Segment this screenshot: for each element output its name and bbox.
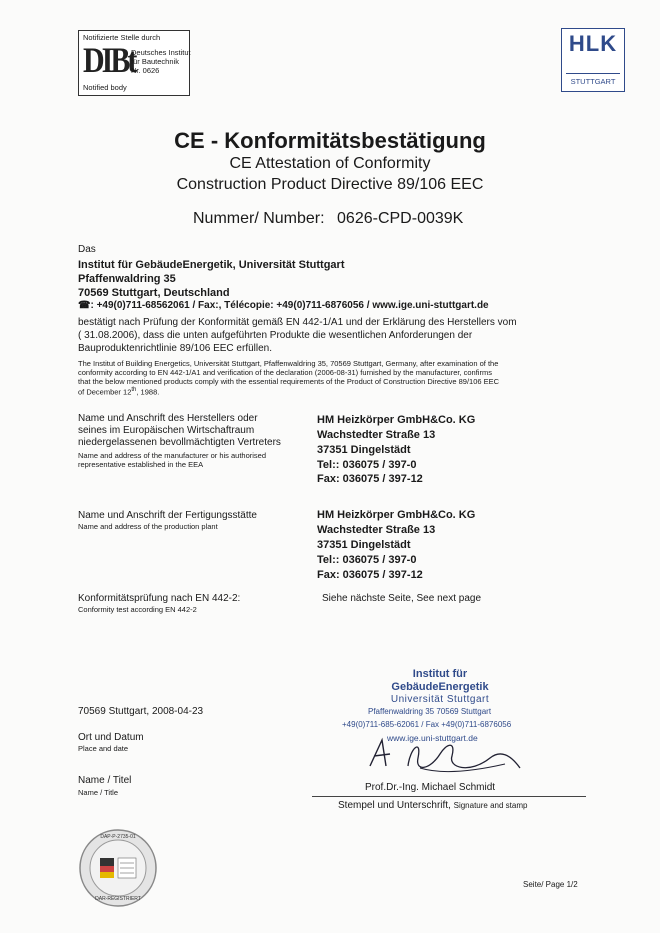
test-label-de: Konformitätsprüfung nach EN 442-2: — [78, 593, 241, 604]
signature-caption — [338, 800, 527, 812]
page-number: Seite/ Page 1/2 — [523, 880, 578, 889]
seal-bottom-text: DAR-REGISTRIERT — [95, 896, 141, 902]
plant-name: HM Heizkörper GmbH&Co. KG — [317, 509, 476, 521]
stamp-line-2: GebäudeEnergetik — [391, 681, 489, 693]
intro-text: Das — [78, 244, 96, 255]
plant-label-en: Name and address of the production plant — [78, 522, 218, 531]
institute-street: Pfaffenwaldring 35 — [78, 273, 176, 285]
test-value-en: See next page — [416, 593, 482, 604]
manufacturer-street: Wachstedter Straße 13 — [317, 429, 436, 441]
institute-contact-row — [78, 300, 489, 311]
signature-line — [312, 796, 586, 797]
plant-fax: Fax: 036075 / 397-12 — [317, 569, 423, 581]
institute-name: Institut für GebäudeEnergetik, Universität Stuttgart — [78, 259, 345, 271]
plant-tel: Tel:: 036075 / 397-0 — [317, 554, 417, 566]
certificate-number-label: Nummer/ Number: — [193, 210, 325, 227]
stamp-line-5: +49(0)711-685-62061 / Fax +49(0)711-6876056 — [342, 720, 512, 729]
test-value-de: Siehe nächste Seite, — [322, 593, 414, 604]
stamp-line-6: www.ige.uni-stuttgart.de — [387, 733, 478, 743]
place-date-value: 70569 Stuttgart, 2008-04-23 — [78, 706, 204, 717]
statement-de-2: ( 31.08.2006), dass die unten aufgeführten Produkte die wesentlichen Anforderungen der — [78, 330, 473, 341]
document-title: CE - Konformitätsbestätigung — [174, 128, 486, 153]
plant-street: Wachstedter Straße 13 — [317, 524, 436, 536]
notified-body-line3: für Bautechnik — [131, 57, 179, 66]
seal-top-text: DAP-P-2735-01 — [100, 834, 136, 840]
statement-de-3: Bauproduktenrichtlinie 89/106 EEC erfüllen. — [78, 343, 273, 354]
notified-body-number: Nr. 0626 — [131, 66, 160, 75]
place-date-label-de: Ort und Datum — [78, 732, 144, 743]
plant-city: 37351 Dingelstädt — [317, 539, 411, 551]
test-value — [322, 593, 481, 605]
statement-en-2: conformity according to EN 442-1/A1 and verification of the declaration (2006-08-31) furnished by the manufacturer, confirms — [78, 368, 492, 377]
manufacturer-fax: Fax: 036075 / 397-12 — [317, 473, 423, 485]
statement-en-3: that the below mentioned products comply with the essential requirements of the Product of Construction Directive 89/106 EEC — [78, 377, 500, 386]
certificate-number-value: 0626-CPD-0039K — [337, 210, 464, 227]
stamp-line-3: Universität Stuttgart — [390, 694, 490, 705]
dibt-logo: DIBt — [83, 40, 135, 81]
hlk-logo — [561, 28, 625, 92]
document-subtitle-1: CE Attestation of Conformity — [229, 155, 431, 172]
signature-caption-de: Stempel und Unterschrift, — [338, 800, 451, 811]
certificate-number — [193, 210, 463, 228]
manufacturer-label-de-2: seines im Europäischen Wirtschaftraum — [78, 425, 255, 436]
signer-name: Prof.Dr.-Ing. Michael Schmidt — [365, 782, 496, 793]
institute-contact: +49(0)711-68562061 / Fax:, Télécopie: +49(0)711-6876056 / www.ige.uni-stuttgart.de — [96, 300, 489, 311]
name-title-label-de: Name / Titel — [78, 775, 132, 786]
stamp-line-4: Pfaffenwaldring 35 70569 Stuttgart — [368, 707, 492, 716]
notified-body-line5: Notified body — [83, 83, 127, 92]
notified-body-box — [78, 30, 190, 96]
statement-en-1: The Institut of Building Energetics, Universität Stuttgart, Pfaffenwaldring 35, 70569 Stuttgart, Germany, after examination of the — [78, 359, 499, 368]
stamp-line-1: Institut für — [412, 668, 468, 680]
statement-en-4-sup: th — [131, 387, 137, 393]
manufacturer-label-en-1: Name and address of the manufacturer or his authorised — [78, 451, 267, 460]
statement-en-4 — [78, 386, 159, 397]
document-subtitle-2: Construction Product Directive 89/106 EEC — [176, 176, 484, 193]
statement-en-4-date: of December 12 — [78, 387, 132, 397]
notified-body-line1: Notifizierte Stelle durch — [83, 33, 161, 42]
institute-city: 70569 Stuttgart, Deutschland — [78, 287, 230, 299]
manufacturer-tel: Tel:: 036075 / 397-0 — [317, 459, 417, 471]
plant-label-de: Name und Anschrift der Fertigungsstätte — [78, 510, 257, 521]
place-date-label-en: Place and date — [78, 744, 129, 753]
handwritten-signature — [360, 728, 530, 778]
name-title-label-en: Name / Title — [78, 788, 119, 797]
statement-en-4-year: , 1988. — [136, 387, 160, 397]
manufacturer-label-de-3: niedergelassenen bevollmächtigten Vertreters — [78, 437, 281, 448]
manufacturer-city: 37351 Dingelstädt — [317, 444, 411, 456]
manufacturer-label-de-1: Name und Anschrift des Herstellers oder — [78, 413, 258, 424]
manufacturer-label-en-2: representative established in the EEA — [78, 460, 204, 469]
statement-de-1: bestätigt nach Prüfung der Konformität gemäß EN 442-1/A1 und der Erklärung des Herstellers vom — [78, 317, 517, 328]
manufacturer-name: HM Heizkörper GmbH&Co. KG — [317, 414, 476, 426]
signature-caption-en: Signature and stamp — [453, 801, 528, 810]
telephone-icon: ☎: — [78, 300, 94, 311]
hlk-logo-rule — [566, 73, 620, 74]
hlk-logo-text: HLK — [568, 31, 618, 56]
notified-body-line2: Deutsches Institut — [131, 48, 191, 57]
test-label-en: Conformity test according EN 442-2 — [78, 605, 197, 614]
hlk-logo-city: STUTTGART — [570, 77, 616, 86]
